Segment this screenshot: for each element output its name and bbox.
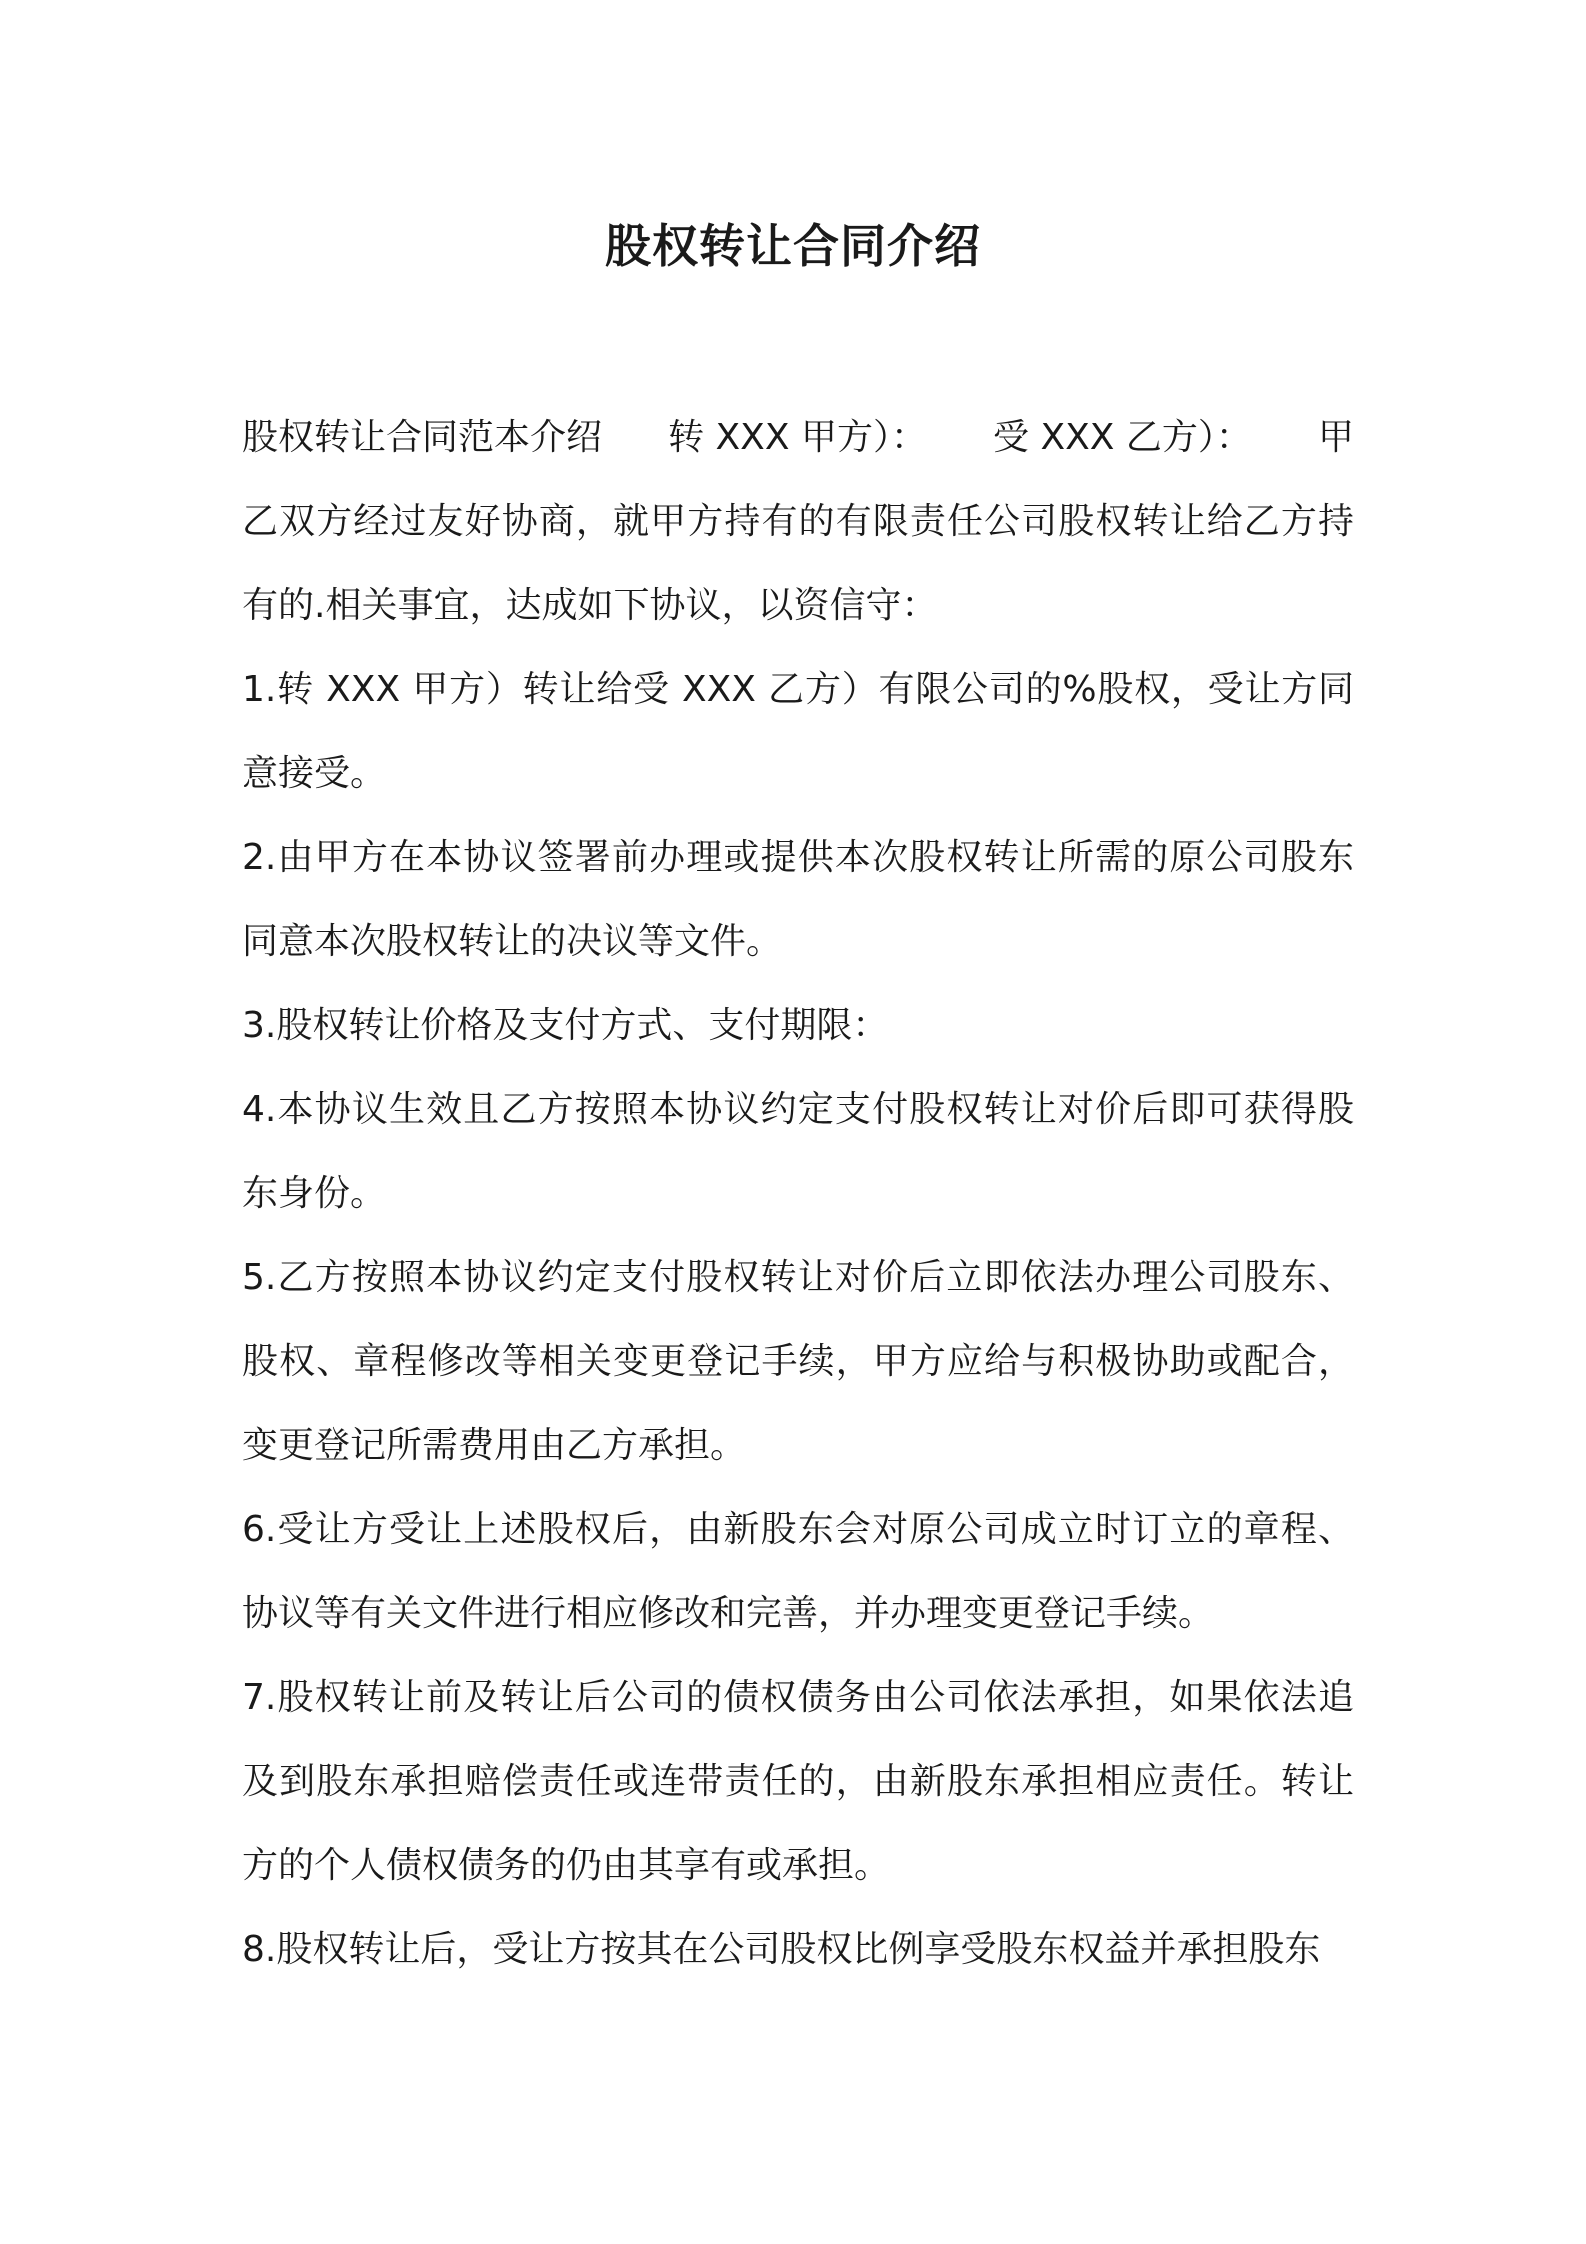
clause-5: 5.乙方按照本协议约定支付股权转让对价后立即依法办理公司股东、股权、章程修改等相关变更登记手续，甲方应给与积极协助或配合，变更登记所需费用由乙方承担。	[242, 1257, 1354, 1466]
intro-first-line	[242, 396, 1354, 480]
clause-7: 7.股权转让前及转让后公司的债权债务由公司依法承担，如果依法追及到股东承担赔偿责任或连带责任的，由新股东承担相应责任。转让方的个人债权债务的仍由其享有或承担。	[242, 1677, 1354, 1886]
document-body	[242, 396, 1354, 1992]
clause-3: 3.股权转让价格及支付方式、支付期限：	[242, 1005, 889, 1046]
intro-heading: 股权转让合同范本介绍	[242, 417, 603, 458]
clause-8: 8.股权转让后，受让方按其在公司股权比例享受股东权益并承担股东	[242, 1929, 1321, 1970]
clause-4: 4.本协议生效且乙方按照本协议约定支付股权转让对价后即可获得股东身份。	[242, 1089, 1354, 1214]
transferee-label: 受 XXX 乙方）：	[993, 417, 1252, 458]
clause-1: 1.转 XXX 甲方）转让给受 XXX 乙方）有限公司的%股权，受让方同意接受。	[242, 669, 1354, 794]
intro-continuation: 甲	[1317, 417, 1354, 458]
clause-6: 6.受让方受让上述股权后，由新股东会对原公司成立时订立的章程、协议等有关文件进行相应修改和完善，并办理变更登记手续。	[242, 1509, 1354, 1634]
intro-paragraph	[242, 396, 1354, 648]
document-title: 股权转让合同介绍	[605, 219, 981, 273]
transferor-label: 转 XXX 甲方）：	[668, 417, 927, 458]
intro-text: 乙双方经过友好协商，就甲方持有的有限责任公司股权转让给乙方持有的.相关事宜，达成如下协议，以资信守：	[242, 501, 1354, 626]
clause-2: 2.由甲方在本协议签署前办理或提供本次股权转让所需的原公司股东同意本次股权转让的决议等文件。	[242, 837, 1354, 962]
